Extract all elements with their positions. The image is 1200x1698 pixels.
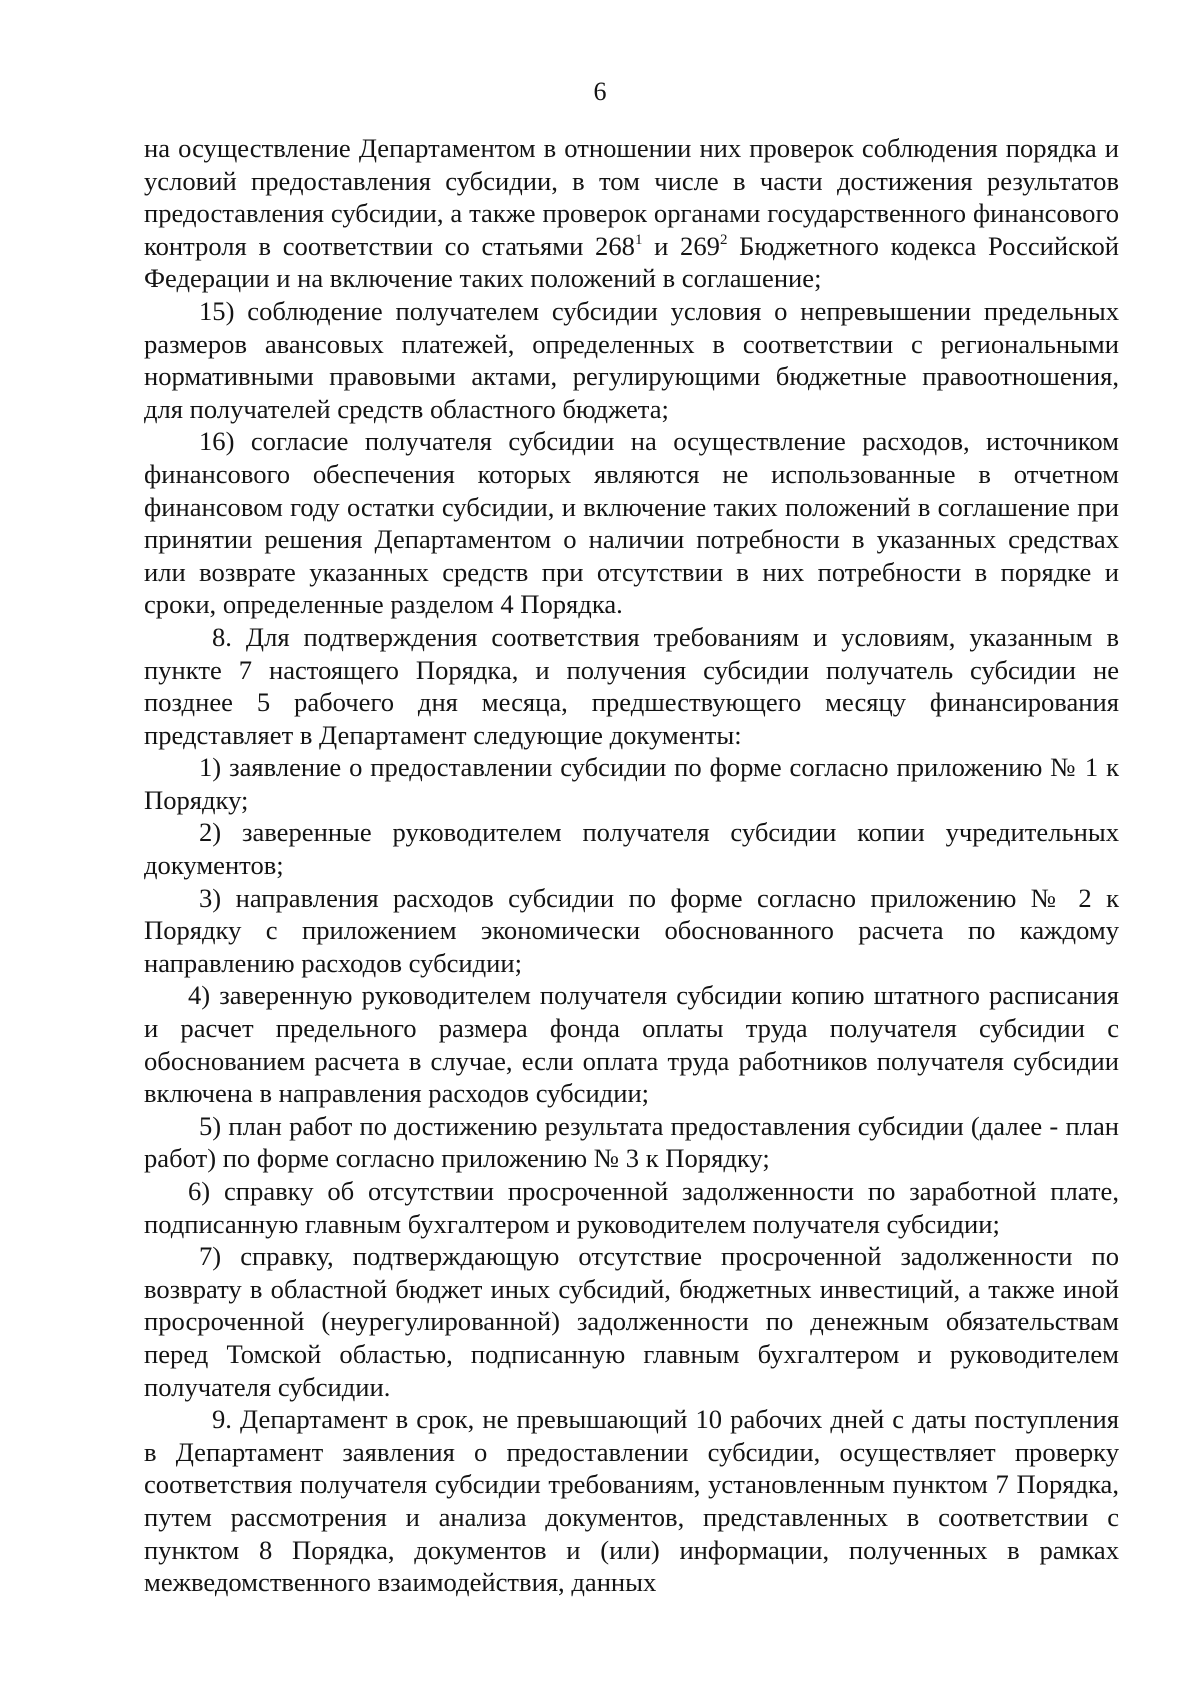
article-number-268: 268 — [595, 230, 635, 261]
paragraph-section-9: 9. Департамент в срок, не превышающий 10 рабочих дней с даты поступления в Департамент заявления о предоставлении субсидии, осуществляет проверку соответствия получателя субсидии требованиям, установленным пунктом 7 Порядка, путем рассмотрения и анализа документов, представленных в соответствии с пунктом 8 Порядка, документов и (или) информации, полученных в рамках межведомственного взаимодействия, данных — [144, 1404, 1119, 1598]
article-superscript-1: 1 — [634, 231, 643, 248]
paragraph-continuation — [144, 132, 1119, 295]
paragraph-item-15: 15) соблюдение получателем субсидии условия о непревышении предельных размеров авансовых платежей, определенных в соответствии с региональными нормативными правовыми актами, регулирующими бюджетные правоотношения, для получателей средств областного бюджета; — [144, 295, 1119, 424]
article-superscript-2: 2 — [719, 231, 728, 248]
paragraph-item-8-6: 6) справку об отсутствии просроченной задолженности по заработной плате, подписанную главным бухгалтером и руководителем получателя субсидии; — [144, 1176, 1119, 1239]
paragraph-item-8-4: 4) заверенную руководителем получателя субсидии копию штатного расписания и расчет предельного размера фонда оплаты труда получателя субсидии с обоснованием расчета в случае, если оплата труда работников получателя субсидии включена в направления расходов субсидии; — [144, 980, 1119, 1109]
paragraph-item-8-5: 5) план работ по достижению результата предоставления субсидии (далее - план работ) по форме согласно приложению № 3 к Порядку; — [144, 1110, 1119, 1174]
paragraph-item-8-1: 1) заявление о предоставлении субсидии по форме согласно приложению № 1 к Порядку; — [144, 752, 1119, 815]
paragraph-text: Бюджетного кодекса Российской Федерации и на включение таких положений в соглашение; — [144, 230, 1120, 294]
paragraph-item-8-7: 7) справку, подтверждающую отсутствие просроченной задолженности по возврату в областной бюджет иных субсидий, бюджетных инвестиций, а также иной просроченной (неурегулированной) задолженности по денежным обязательствам перед Томской областью, подписанную главным бухгалтером и руководителем получателя субсидии. — [144, 1241, 1119, 1402]
paragraph-item-8-2: 2) заверенные руководителем получателя субсидии копии учредительных документов; — [144, 817, 1119, 881]
paragraph-text: и — [642, 230, 681, 261]
document-body — [144, 132, 1119, 1599]
article-number-269: 269 — [680, 230, 720, 261]
paragraph-item-16: 16) согласие получателя субсидии на осуществление расходов, источником финансового обеспечения которых являются не использованные в отчетном финансовом году остатки субсидии, и включение таких положений в соглашение при принятии решения Департаментом о наличии потребности в указанных средствах или возврате указанных средств при отсутствии в них потребности в порядке и сроки, определенные разделом 4 Порядка. — [144, 426, 1119, 620]
paragraph-item-8-3: 3) направления расходов субсидии по форме согласно приложению № 2 к Порядку с приложением экономически обоснованного расчета по каждому направлению расходов субсидии; — [144, 882, 1119, 978]
paragraph-text: на осуществление Департаментом в отношении них проверок соблюдения порядка и условий предоставления субсидии, в том числе в части достижения результатов предоставления субсидии, а также проверок органами государственного финансового контроля в соответствии со статьями — [144, 133, 1119, 261]
page-number: 6 — [593, 77, 607, 106]
paragraph-section-8: 8. Для подтверждения соответствия требованиям и условиям, указанным в пункте 7 настоящего Порядка, и получения субсидии получатель субсидии не позднее 5 рабочего дня месяца, предшествующего месяцу финансирования представляет в Департамент следующие документы: — [144, 621, 1119, 750]
